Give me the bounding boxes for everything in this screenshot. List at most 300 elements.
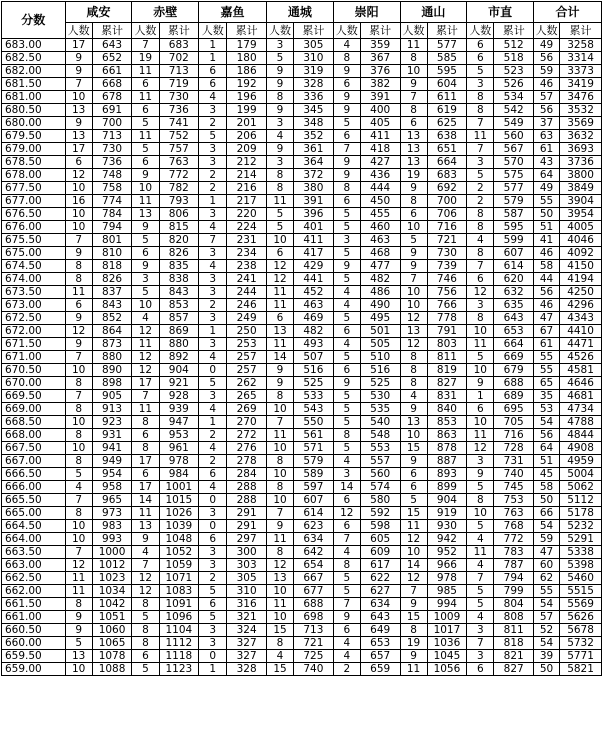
cumulative-cell: 288 [227, 494, 267, 507]
score-cell: 663.00 [2, 559, 66, 572]
count-cell: 5 [199, 585, 227, 598]
cumulative-cell: 919 [427, 507, 467, 520]
count-cell: 1 [199, 52, 227, 65]
cumulative-cell: 486 [360, 286, 400, 299]
count-cell: 6 [333, 520, 360, 533]
count-cell: 5 [467, 585, 494, 598]
count-cell: 3 [266, 156, 293, 169]
cumulative-cell: 614 [494, 260, 534, 273]
count-cell: 10 [400, 286, 427, 299]
cumulative-cell: 361 [294, 143, 334, 156]
count-cell: 11 [132, 130, 159, 143]
table-row [2, 130, 602, 143]
cumulative-cell: 634 [360, 598, 400, 611]
count-cell: 6 [333, 78, 360, 91]
table-row [2, 585, 602, 598]
cumulative-cell: 4410 [560, 325, 602, 338]
count-cell: 66 [534, 507, 560, 520]
count-cell: 5 [266, 221, 293, 234]
cumulative-cell: 947 [159, 416, 199, 429]
cumulative-cell: 550 [294, 416, 334, 429]
count-cell: 12 [65, 559, 92, 572]
cumulative-cell: 549 [494, 117, 534, 130]
count-cell: 12 [132, 364, 159, 377]
count-cell: 54 [534, 520, 560, 533]
count-cell: 65 [534, 377, 560, 390]
count-cell: 10 [65, 182, 92, 195]
cumulative-cell: 843 [159, 286, 199, 299]
count-cell: 10 [400, 429, 427, 442]
count-cell: 6 [333, 195, 360, 208]
cumulative-cell: 3373 [560, 65, 602, 78]
cumulative-cell: 246 [227, 299, 267, 312]
count-cell: 6 [467, 403, 494, 416]
cumulative-cell: 238 [227, 260, 267, 273]
score-cell: 673.00 [2, 299, 66, 312]
cumulative-cell: 700 [427, 195, 467, 208]
cumulative-cell: 592 [360, 507, 400, 520]
cumulative-cell: 607 [494, 247, 534, 260]
cumulative-cell: 196 [227, 91, 267, 104]
cumulative-cell: 535 [360, 403, 400, 416]
cumulative-cell: 352 [294, 130, 334, 143]
cumulative-cell: 359 [360, 39, 400, 52]
count-cell: 13 [132, 520, 159, 533]
count-cell: 54 [534, 598, 560, 611]
count-cell: 6 [467, 39, 494, 52]
count-cell: 5 [266, 52, 293, 65]
count-cell: 6 [266, 247, 293, 260]
cumulative-cell: 677 [294, 585, 334, 598]
cumulative-cell: 477 [360, 260, 400, 273]
cumulative-cell: 880 [92, 351, 132, 364]
score-cell: 682.50 [2, 52, 66, 65]
count-cell: 53 [534, 403, 560, 416]
cumulative-cell: 1083 [159, 585, 199, 598]
score-cell: 659.50 [2, 650, 66, 663]
score-cell: 676.00 [2, 221, 66, 234]
count-cell: 9 [65, 624, 92, 637]
count-cell: 6 [132, 104, 159, 117]
cumulative-cell: 463 [294, 299, 334, 312]
score-cell: 661.00 [2, 611, 66, 624]
cumulative-cell: 892 [159, 351, 199, 364]
cumulative-cell: 1000 [92, 546, 132, 559]
cumulative-cell: 3632 [560, 130, 602, 143]
count-cell: 17 [132, 481, 159, 494]
count-cell: 2 [467, 195, 494, 208]
cumulative-cell: 328 [227, 663, 267, 676]
count-cell: 54 [534, 416, 560, 429]
score-cell: 682.00 [2, 65, 66, 78]
count-cell: 6 [199, 533, 227, 546]
count-cell: 6 [132, 247, 159, 260]
cumulative-cell: 452 [294, 286, 334, 299]
cumulative-cell: 679 [494, 364, 534, 377]
table-row [2, 273, 602, 286]
cumulative-cell: 730 [159, 91, 199, 104]
count-cell: 13 [400, 143, 427, 156]
cumulative-cell: 752 [159, 130, 199, 143]
cumulative-cell: 4046 [560, 234, 602, 247]
table-row [2, 65, 602, 78]
cumulative-cell: 782 [159, 182, 199, 195]
count-cell: 8 [467, 104, 494, 117]
table-row [2, 39, 602, 52]
count-cell: 12 [132, 325, 159, 338]
cumulative-cell: 599 [494, 234, 534, 247]
count-cell: 56 [534, 104, 560, 117]
count-cell: 8 [333, 52, 360, 65]
cumulative-cell: 598 [360, 520, 400, 533]
cumulative-cell: 994 [427, 598, 467, 611]
cumulative-cell: 774 [92, 195, 132, 208]
cumulative-cell: 525 [360, 377, 400, 390]
cumulative-cell: 328 [294, 78, 334, 91]
count-cell: 9 [65, 65, 92, 78]
cumulative-cell: 4471 [560, 338, 602, 351]
count-cell: 5 [467, 520, 494, 533]
count-cell: 4 [199, 403, 227, 416]
cumulative-cell: 5291 [560, 533, 602, 546]
count-cell: 8 [400, 351, 427, 364]
score-cell: 679.00 [2, 143, 66, 156]
cumulative-cell: 1056 [427, 663, 467, 676]
score-cell: 670.00 [2, 377, 66, 390]
cumulative-cell: 719 [159, 78, 199, 91]
cumulative-cell: 595 [494, 221, 534, 234]
cumulative-cell: 4092 [560, 247, 602, 260]
cumulative-cell: 534 [494, 91, 534, 104]
count-cell: 10 [65, 221, 92, 234]
count-cell: 6 [132, 468, 159, 481]
count-cell: 8 [400, 364, 427, 377]
count-cell: 6 [333, 624, 360, 637]
count-cell: 6 [400, 208, 427, 221]
table-row [2, 143, 602, 156]
cumulative-cell: 276 [227, 442, 267, 455]
count-cell: 17 [65, 143, 92, 156]
cumulative-cell: 811 [494, 624, 534, 637]
cumulative-cell: 853 [159, 299, 199, 312]
count-cell: 3 [199, 546, 227, 559]
count-cell: 9 [400, 650, 427, 663]
cumulative-cell: 1012 [92, 559, 132, 572]
score-cell: 674.50 [2, 260, 66, 273]
count-subheader: 人数 [400, 23, 427, 39]
table-row [2, 325, 602, 338]
cumulative-cell: 523 [494, 65, 534, 78]
cumulative-cell: 635 [494, 299, 534, 312]
cumulative-cell: 324 [227, 624, 267, 637]
cumulative-cell: 1034 [92, 585, 132, 598]
count-cell: 9 [132, 260, 159, 273]
count-cell: 12 [467, 442, 494, 455]
cumulative-cell: 327 [227, 637, 267, 650]
cumulative-cell: 574 [360, 481, 400, 494]
cumulative-cell: 748 [92, 169, 132, 182]
count-cell: 8 [132, 416, 159, 429]
count-cell: 14 [266, 351, 293, 364]
cumulative-cell: 206 [227, 130, 267, 143]
table-row [2, 494, 602, 507]
table-row [2, 403, 602, 416]
count-cell: 2 [199, 455, 227, 468]
count-cell: 12 [266, 273, 293, 286]
cumulative-cell: 436 [360, 169, 400, 182]
table-row [2, 91, 602, 104]
count-cell: 1 [199, 325, 227, 338]
cumulative-cell: 401 [294, 221, 334, 234]
score-cell: 668.00 [2, 429, 66, 442]
cumulative-cell: 815 [159, 221, 199, 234]
count-cell: 3 [199, 104, 227, 117]
cumulative-cell: 1048 [159, 533, 199, 546]
table-row [2, 533, 602, 546]
cumulative-cell: 5178 [560, 507, 602, 520]
cumulative-cell: 643 [92, 39, 132, 52]
count-cell: 4 [132, 312, 159, 325]
count-cell: 7 [467, 637, 494, 650]
table-row [2, 429, 602, 442]
cumulative-cell: 4526 [560, 351, 602, 364]
cumulative-cell: 772 [494, 533, 534, 546]
count-cell: 9 [400, 260, 427, 273]
count-cell: 10 [266, 468, 293, 481]
count-cell: 3 [266, 39, 293, 52]
count-cell: 2 [199, 182, 227, 195]
cumulative-cell: 216 [227, 182, 267, 195]
count-cell: 5 [333, 247, 360, 260]
cumulative-cell: 757 [159, 143, 199, 156]
count-cell: 10 [266, 234, 293, 247]
cumulative-subheader: 累计 [427, 23, 467, 39]
count-cell: 3 [199, 156, 227, 169]
cumulative-cell: 429 [294, 260, 334, 273]
cumulative-cell: 605 [360, 533, 400, 546]
score-cell: 671.00 [2, 351, 66, 364]
count-cell: 4 [467, 559, 494, 572]
cumulative-cell: 1017 [427, 624, 467, 637]
count-cell: 8 [333, 182, 360, 195]
cumulative-cell: 657 [360, 650, 400, 663]
cumulative-cell: 617 [360, 559, 400, 572]
count-cell: 9 [333, 156, 360, 169]
cumulative-cell: 821 [494, 650, 534, 663]
count-subheader: 人数 [199, 23, 227, 39]
count-cell: 12 [132, 585, 159, 598]
count-cell: 2 [199, 572, 227, 585]
cumulative-cell: 783 [494, 546, 534, 559]
count-cell: 6 [333, 494, 360, 507]
count-cell: 52 [534, 624, 560, 637]
count-cell: 5 [333, 403, 360, 416]
count-cell: 45 [534, 468, 560, 481]
cumulative-cell: 192 [227, 78, 267, 91]
cumulative-cell: 501 [360, 325, 400, 338]
score-cell: 675.00 [2, 247, 66, 260]
table-row [2, 286, 602, 299]
count-cell: 5 [333, 351, 360, 364]
score-cell: 673.50 [2, 286, 66, 299]
count-cell: 8 [266, 169, 293, 182]
count-cell: 5 [467, 169, 494, 182]
count-cell: 8 [266, 637, 293, 650]
count-cell: 13 [400, 416, 427, 429]
count-cell: 10 [132, 299, 159, 312]
count-cell: 50 [534, 494, 560, 507]
table-row [2, 650, 602, 663]
count-cell: 64 [534, 169, 560, 182]
cumulative-cell: 985 [427, 585, 467, 598]
count-cell: 7 [132, 39, 159, 52]
count-cell: 11 [467, 429, 494, 442]
count-cell: 8 [333, 429, 360, 442]
count-cell: 35 [534, 390, 560, 403]
count-cell: 5 [132, 143, 159, 156]
count-cell: 9 [65, 117, 92, 130]
table-row [2, 455, 602, 468]
cumulative-cell: 257 [227, 364, 267, 377]
count-cell: 13 [65, 650, 92, 663]
count-cell: 4 [467, 611, 494, 624]
count-cell: 49 [534, 182, 560, 195]
cumulative-cell: 560 [494, 130, 534, 143]
cumulative-cell: 826 [92, 273, 132, 286]
cumulative-cell: 5112 [560, 494, 602, 507]
cumulative-subheader: 累计 [294, 23, 334, 39]
cumulative-cell: 688 [494, 377, 534, 390]
count-cell: 10 [266, 403, 293, 416]
score-cell: 670.50 [2, 364, 66, 377]
count-cell: 56 [534, 429, 560, 442]
table-row [2, 299, 602, 312]
score-cell: 667.00 [2, 455, 66, 468]
cumulative-cell: 530 [360, 390, 400, 403]
count-cell: 3 [132, 273, 159, 286]
cumulative-cell: 691 [92, 104, 132, 117]
count-cell: 10 [65, 533, 92, 546]
cumulative-cell: 931 [92, 429, 132, 442]
cumulative-cell: 803 [427, 338, 467, 351]
cumulative-cell: 505 [360, 338, 400, 351]
count-cell: 11 [132, 507, 159, 520]
count-cell: 11 [467, 546, 494, 559]
count-cell: 6 [333, 364, 360, 377]
table-row [2, 78, 602, 91]
count-cell: 3 [467, 624, 494, 637]
cumulative-cell: 799 [494, 585, 534, 598]
cumulative-cell: 186 [227, 65, 267, 78]
cumulative-cell: 3532 [560, 104, 602, 117]
cumulative-cell: 651 [427, 143, 467, 156]
count-cell: 8 [65, 429, 92, 442]
count-cell: 6 [333, 130, 360, 143]
count-cell: 17 [132, 377, 159, 390]
table-row [2, 221, 602, 234]
count-cell: 8 [65, 260, 92, 273]
count-cell: 11 [266, 598, 293, 611]
count-cell: 1 [467, 390, 494, 403]
cumulative-cell: 983 [92, 520, 132, 533]
count-cell: 3 [199, 559, 227, 572]
cumulative-cell: 217 [227, 195, 267, 208]
cumulative-cell: 942 [427, 533, 467, 546]
count-cell: 10 [400, 221, 427, 234]
cumulative-cell: 4788 [560, 416, 602, 429]
cumulative-cell: 518 [494, 52, 534, 65]
count-cell: 12 [400, 338, 427, 351]
count-cell: 5 [266, 208, 293, 221]
count-cell: 44 [534, 273, 560, 286]
cumulative-cell: 1042 [92, 598, 132, 611]
cumulative-cell: 787 [494, 559, 534, 572]
count-cell: 5 [467, 598, 494, 611]
cumulative-cell: 826 [159, 247, 199, 260]
table-row [2, 637, 602, 650]
cumulative-cell: 607 [294, 494, 334, 507]
count-cell: 9 [400, 598, 427, 611]
score-cell: 664.00 [2, 533, 66, 546]
cumulative-cell: 262 [227, 377, 267, 390]
count-cell: 3 [467, 299, 494, 312]
cumulative-cell: 853 [427, 416, 467, 429]
count-cell: 4 [266, 130, 293, 143]
cumulative-cell: 595 [427, 65, 467, 78]
cumulative-cell: 319 [294, 65, 334, 78]
count-cell: 8 [467, 208, 494, 221]
count-cell: 5 [65, 468, 92, 481]
count-cell: 5 [132, 611, 159, 624]
count-cell: 5 [333, 221, 360, 234]
count-cell: 10 [400, 65, 427, 78]
table-row [2, 208, 602, 221]
cumulative-cell: 542 [494, 104, 534, 117]
count-cell: 4 [132, 546, 159, 559]
count-cell: 3 [333, 468, 360, 481]
cumulative-cell: 811 [427, 351, 467, 364]
count-cell: 2 [199, 299, 227, 312]
count-cell: 9 [132, 533, 159, 546]
count-cell: 11 [266, 286, 293, 299]
cumulative-cell: 580 [360, 494, 400, 507]
cumulative-cell: 758 [92, 182, 132, 195]
count-cell: 9 [467, 377, 494, 390]
cumulative-cell: 270 [227, 416, 267, 429]
count-cell: 5 [333, 585, 360, 598]
count-cell: 8 [467, 494, 494, 507]
table-row [2, 338, 602, 351]
count-cell: 61 [534, 143, 560, 156]
score-cell: 666.50 [2, 468, 66, 481]
count-cell: 1 [199, 195, 227, 208]
count-cell: 5 [132, 234, 159, 247]
count-cell: 11 [400, 39, 427, 52]
cumulative-cell: 873 [92, 338, 132, 351]
cumulative-cell: 427 [360, 156, 400, 169]
count-cell: 8 [132, 637, 159, 650]
cumulative-cell: 291 [227, 507, 267, 520]
count-cell: 2 [199, 169, 227, 182]
cumulative-cell: 468 [360, 247, 400, 260]
cumulative-cell: 835 [159, 260, 199, 273]
count-cell: 11 [266, 299, 293, 312]
count-cell: 4 [199, 260, 227, 273]
district-header: 嘉鱼 [199, 2, 267, 23]
count-cell: 9 [333, 91, 360, 104]
cumulative-cell: 372 [294, 169, 334, 182]
count-subheader: 人数 [65, 23, 92, 39]
